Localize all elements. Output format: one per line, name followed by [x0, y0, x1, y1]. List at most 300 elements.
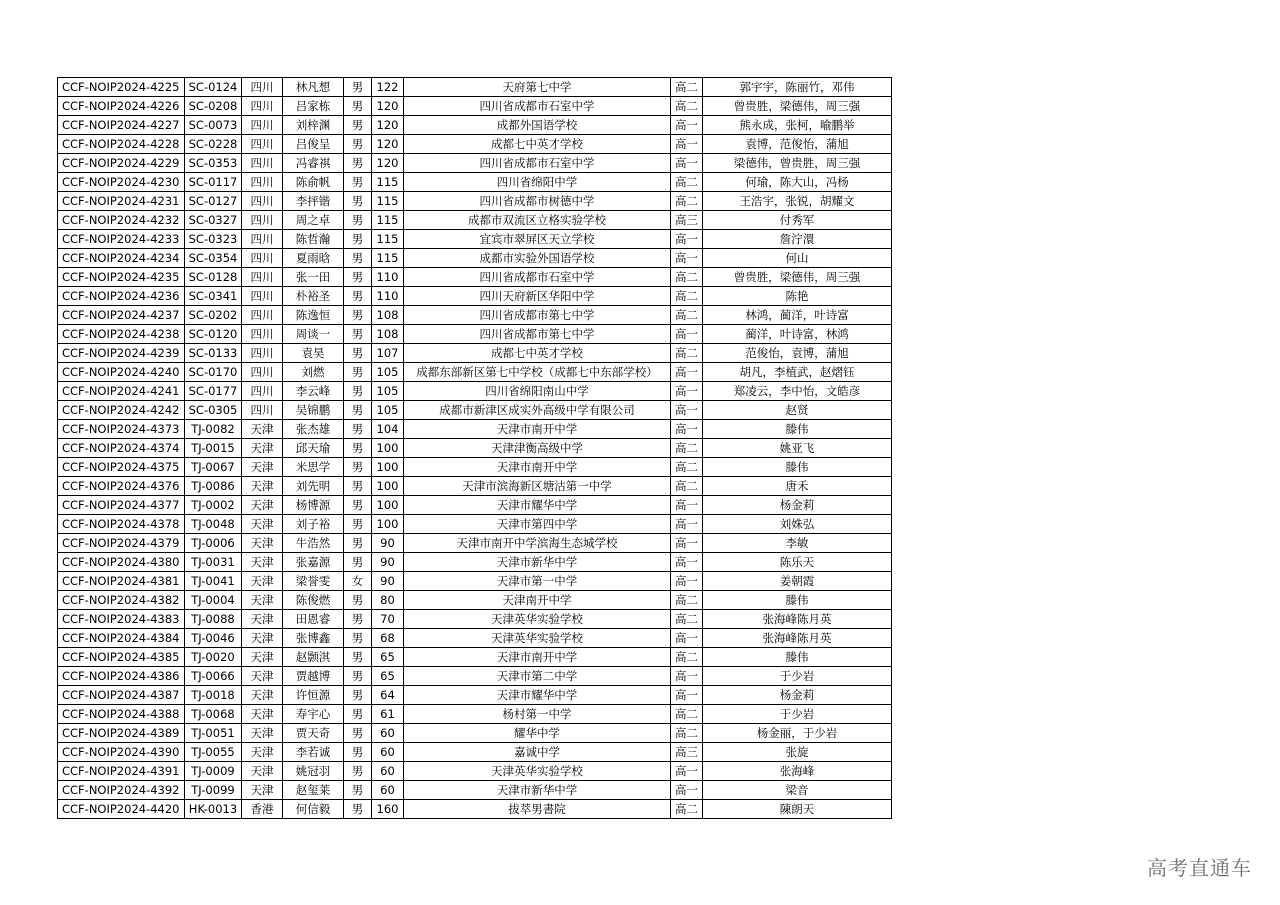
cell-school: 天津市滨海新区塘沽第一中学 [404, 477, 671, 496]
cell-name: 吕家栋 [283, 97, 344, 116]
cell-school: 成都七中英才学校 [404, 344, 671, 363]
cell-id: CCF-NOIP2024-4237 [58, 306, 185, 325]
cell-grade: 高一 [671, 629, 703, 648]
cell-province: 天津 [242, 515, 283, 534]
cell-grade: 高二 [671, 477, 703, 496]
cell-id: CCF-NOIP2024-4236 [58, 287, 185, 306]
cell-gender: 男 [344, 116, 372, 135]
cell-code: TJ-0031 [185, 553, 242, 572]
cell-school: 四川省成都市石室中学 [404, 97, 671, 116]
cell-name: 林凡想 [283, 78, 344, 97]
cell-name: 牛浩然 [283, 534, 344, 553]
cell-code: SC-0177 [185, 382, 242, 401]
cell-gender: 男 [344, 515, 372, 534]
cell-score: 70 [372, 610, 404, 629]
cell-coach: 熊永成，张柯，喻鹏举 [703, 116, 892, 135]
cell-school: 天津英华实验学校 [404, 610, 671, 629]
cell-school: 天津市新华中学 [404, 781, 671, 800]
cell-province: 四川 [242, 363, 283, 382]
cell-school: 四川省绵阳南山中学 [404, 382, 671, 401]
cell-grade: 高二 [671, 306, 703, 325]
cell-gender: 男 [344, 648, 372, 667]
cell-code: TJ-0046 [185, 629, 242, 648]
cell-province: 天津 [242, 458, 283, 477]
cell-score: 100 [372, 477, 404, 496]
cell-score: 105 [372, 363, 404, 382]
cell-grade: 高一 [671, 154, 703, 173]
table-row [58, 781, 892, 800]
cell-gender: 男 [344, 363, 372, 382]
cell-school: 天津市南开中学 [404, 420, 671, 439]
cell-score: 60 [372, 743, 404, 762]
cell-code: SC-0341 [185, 287, 242, 306]
cell-coach: 梁德伟，曾贵胜，周三强 [703, 154, 892, 173]
cell-id: CCF-NOIP2024-4374 [58, 439, 185, 458]
cell-coach: 王浩宇，张锐，胡耀文 [703, 192, 892, 211]
cell-id: CCF-NOIP2024-4235 [58, 268, 185, 287]
cell-grade: 高一 [671, 420, 703, 439]
cell-school: 天津市耀华中学 [404, 496, 671, 515]
cell-province: 天津 [242, 705, 283, 724]
cell-name: 陈逸恒 [283, 306, 344, 325]
cell-grade: 高二 [671, 192, 703, 211]
cell-name: 陈哲瀚 [283, 230, 344, 249]
cell-grade: 高一 [671, 496, 703, 515]
cell-code: TJ-0082 [185, 420, 242, 439]
cell-coach: 张海峰 [703, 762, 892, 781]
cell-school: 四川天府新区华阳中学 [404, 287, 671, 306]
cell-school: 天津南开中学 [404, 591, 671, 610]
cell-grade: 高一 [671, 686, 703, 705]
table-row [58, 591, 892, 610]
cell-score: 100 [372, 496, 404, 515]
cell-id: CCF-NOIP2024-4229 [58, 154, 185, 173]
cell-name: 米思学 [283, 458, 344, 477]
cell-id: CCF-NOIP2024-4241 [58, 382, 185, 401]
cell-code: SC-0124 [185, 78, 242, 97]
watermark-text: 高考直通车 [1147, 856, 1252, 880]
cell-grade: 高二 [671, 724, 703, 743]
cell-coach: 滕伟 [703, 458, 892, 477]
cell-province: 四川 [242, 401, 283, 420]
cell-school: 天津市南开中学 [404, 648, 671, 667]
cell-name: 田恩睿 [283, 610, 344, 629]
cell-name: 袁昊 [283, 344, 344, 363]
cell-grade: 高二 [671, 287, 703, 306]
cell-coach: 赵贤 [703, 401, 892, 420]
cell-score: 65 [372, 648, 404, 667]
cell-score: 64 [372, 686, 404, 705]
cell-id: CCF-NOIP2024-4377 [58, 496, 185, 515]
table-row [58, 477, 892, 496]
cell-id: CCF-NOIP2024-4225 [58, 78, 185, 97]
cell-province: 四川 [242, 230, 283, 249]
cell-province: 天津 [242, 591, 283, 610]
cell-province: 四川 [242, 154, 283, 173]
cell-coach: 李敏 [703, 534, 892, 553]
cell-code: TJ-0051 [185, 724, 242, 743]
cell-name: 贾天奇 [283, 724, 344, 743]
cell-province: 四川 [242, 192, 283, 211]
cell-grade: 高一 [671, 515, 703, 534]
cell-province: 天津 [242, 724, 283, 743]
cell-grade: 高二 [671, 705, 703, 724]
cell-score: 115 [372, 211, 404, 230]
table-row [58, 458, 892, 477]
table-row [58, 648, 892, 667]
cell-grade: 高一 [671, 382, 703, 401]
cell-gender: 男 [344, 344, 372, 363]
cell-province: 四川 [242, 268, 283, 287]
cell-coach: 杨金莉 [703, 686, 892, 705]
cell-code: TJ-0006 [185, 534, 242, 553]
cell-coach: 胡凡，李植武，赵熠钰 [703, 363, 892, 382]
cell-school: 四川省成都市石室中学 [404, 268, 671, 287]
table-body [58, 78, 892, 819]
cell-code: HK-0013 [185, 800, 242, 819]
table-row [58, 116, 892, 135]
cell-name: 张博鑫 [283, 629, 344, 648]
cell-grade: 高二 [671, 439, 703, 458]
cell-code: SC-0323 [185, 230, 242, 249]
cell-gender: 男 [344, 781, 372, 800]
cell-code: SC-0120 [185, 325, 242, 344]
cell-grade: 高一 [671, 116, 703, 135]
cell-score: 120 [372, 116, 404, 135]
cell-score: 110 [372, 287, 404, 306]
cell-name: 赵颢淇 [283, 648, 344, 667]
cell-gender: 女 [344, 572, 372, 591]
cell-school: 四川省绵阳中学 [404, 173, 671, 192]
cell-school: 天津市南开中学滨海生态城学校 [404, 534, 671, 553]
cell-id: CCF-NOIP2024-4234 [58, 249, 185, 268]
cell-gender: 男 [344, 534, 372, 553]
cell-name: 张杰雄 [283, 420, 344, 439]
cell-id: CCF-NOIP2024-4420 [58, 800, 185, 819]
cell-score: 60 [372, 762, 404, 781]
cell-coach: 于少岩 [703, 667, 892, 686]
cell-gender: 男 [344, 249, 372, 268]
cell-school: 天津市耀华中学 [404, 686, 671, 705]
cell-school: 天津市第一中学 [404, 572, 671, 591]
cell-gender: 男 [344, 743, 372, 762]
cell-score: 120 [372, 154, 404, 173]
cell-school: 四川省成都市树德中学 [404, 192, 671, 211]
cell-coach: 陳朗天 [703, 800, 892, 819]
cell-school: 天津市新华中学 [404, 553, 671, 572]
cell-gender: 男 [344, 135, 372, 154]
cell-id: CCF-NOIP2024-4233 [58, 230, 185, 249]
cell-province: 天津 [242, 629, 283, 648]
cell-province: 四川 [242, 173, 283, 192]
cell-school: 成都东部新区第七中学校（成都七中东部学校） [404, 363, 671, 382]
cell-grade: 高二 [671, 78, 703, 97]
cell-code: SC-0354 [185, 249, 242, 268]
cell-school: 杨村第一中学 [404, 705, 671, 724]
cell-id: CCF-NOIP2024-4242 [58, 401, 185, 420]
cell-score: 105 [372, 382, 404, 401]
cell-id: CCF-NOIP2024-4231 [58, 192, 185, 211]
cell-province: 天津 [242, 762, 283, 781]
cell-coach: 唐禾 [703, 477, 892, 496]
cell-id: CCF-NOIP2024-4392 [58, 781, 185, 800]
cell-id: CCF-NOIP2024-4383 [58, 610, 185, 629]
cell-province: 四川 [242, 325, 283, 344]
cell-id: CCF-NOIP2024-4238 [58, 325, 185, 344]
table-row [58, 173, 892, 192]
results-table [57, 77, 892, 819]
cell-grade: 高二 [671, 610, 703, 629]
cell-score: 108 [372, 306, 404, 325]
cell-grade: 高二 [671, 97, 703, 116]
table-row [58, 800, 892, 819]
cell-coach: 张海峰陈月英 [703, 629, 892, 648]
cell-province: 天津 [242, 781, 283, 800]
cell-school: 拔萃男書院 [404, 800, 671, 819]
cell-code: SC-0128 [185, 268, 242, 287]
table-row [58, 553, 892, 572]
cell-gender: 男 [344, 629, 372, 648]
cell-id: CCF-NOIP2024-4375 [58, 458, 185, 477]
cell-name: 张一田 [283, 268, 344, 287]
cell-coach: 何山 [703, 249, 892, 268]
cell-id: CCF-NOIP2024-4228 [58, 135, 185, 154]
cell-id: CCF-NOIP2024-4226 [58, 97, 185, 116]
cell-gender: 男 [344, 610, 372, 629]
cell-id: CCF-NOIP2024-4376 [58, 477, 185, 496]
cell-coach: 范俊怡，袁博，蒲旭 [703, 344, 892, 363]
table-row [58, 192, 892, 211]
cell-score: 120 [372, 135, 404, 154]
cell-code: TJ-0018 [185, 686, 242, 705]
cell-school: 天津市南开中学 [404, 458, 671, 477]
cell-province: 天津 [242, 667, 283, 686]
cell-name: 周谈一 [283, 325, 344, 344]
cell-gender: 男 [344, 591, 372, 610]
cell-coach: 刘姝弘 [703, 515, 892, 534]
table-row [58, 610, 892, 629]
cell-id: CCF-NOIP2024-4230 [58, 173, 185, 192]
cell-province: 天津 [242, 439, 283, 458]
cell-school: 天津津衡高级中学 [404, 439, 671, 458]
cell-id: CCF-NOIP2024-4379 [58, 534, 185, 553]
cell-gender: 男 [344, 800, 372, 819]
cell-id: CCF-NOIP2024-4391 [58, 762, 185, 781]
cell-gender: 男 [344, 667, 372, 686]
table-row [58, 325, 892, 344]
cell-province: 四川 [242, 249, 283, 268]
cell-gender: 男 [344, 724, 372, 743]
cell-school: 天府第七中学 [404, 78, 671, 97]
table-row [58, 439, 892, 458]
cell-grade: 高一 [671, 363, 703, 382]
cell-code: SC-0208 [185, 97, 242, 116]
cell-province: 四川 [242, 97, 283, 116]
cell-province: 四川 [242, 344, 283, 363]
cell-school: 宜宾市翠屏区天立学校 [404, 230, 671, 249]
cell-coach: 张旋 [703, 743, 892, 762]
cell-grade: 高二 [671, 344, 703, 363]
cell-grade: 高三 [671, 211, 703, 230]
cell-grade: 高二 [671, 648, 703, 667]
cell-name: 何信毅 [283, 800, 344, 819]
cell-name: 杨博源 [283, 496, 344, 515]
table-row [58, 496, 892, 515]
cell-name: 朴裕圣 [283, 287, 344, 306]
cell-grade: 高二 [671, 800, 703, 819]
cell-id: CCF-NOIP2024-4373 [58, 420, 185, 439]
cell-coach: 郑凌云，李中怡，文皓彦 [703, 382, 892, 401]
cell-score: 115 [372, 230, 404, 249]
cell-gender: 男 [344, 458, 372, 477]
cell-gender: 男 [344, 78, 372, 97]
cell-name: 李抨锴 [283, 192, 344, 211]
cell-code: TJ-0041 [185, 572, 242, 591]
cell-grade: 高三 [671, 743, 703, 762]
cell-gender: 男 [344, 173, 372, 192]
cell-id: CCF-NOIP2024-4385 [58, 648, 185, 667]
cell-score: 90 [372, 534, 404, 553]
cell-school: 嘉诚中学 [404, 743, 671, 762]
table-row [58, 306, 892, 325]
cell-province: 天津 [242, 534, 283, 553]
cell-code: SC-0202 [185, 306, 242, 325]
cell-score: 160 [372, 800, 404, 819]
cell-score: 65 [372, 667, 404, 686]
cell-code: SC-0073 [185, 116, 242, 135]
cell-coach: 曾贵胜，梁德伟，周三强 [703, 97, 892, 116]
table-row [58, 667, 892, 686]
cell-province: 四川 [242, 382, 283, 401]
cell-gender: 男 [344, 211, 372, 230]
cell-name: 李若诚 [283, 743, 344, 762]
cell-grade: 高一 [671, 325, 703, 344]
cell-grade: 高二 [671, 591, 703, 610]
cell-coach: 蔺洋，叶诗富，林鸿 [703, 325, 892, 344]
cell-score: 115 [372, 192, 404, 211]
cell-province: 四川 [242, 135, 283, 154]
cell-name: 许恒源 [283, 686, 344, 705]
cell-score: 107 [372, 344, 404, 363]
cell-code: TJ-0020 [185, 648, 242, 667]
cell-score: 105 [372, 401, 404, 420]
cell-score: 104 [372, 420, 404, 439]
cell-coach: 曾贵胜，梁德伟，周三强 [703, 268, 892, 287]
cell-name: 贾越博 [283, 667, 344, 686]
cell-province: 天津 [242, 572, 283, 591]
cell-gender: 男 [344, 705, 372, 724]
cell-code: SC-0127 [185, 192, 242, 211]
cell-grade: 高一 [671, 135, 703, 154]
cell-school: 成都七中英才学校 [404, 135, 671, 154]
cell-score: 60 [372, 724, 404, 743]
cell-score: 80 [372, 591, 404, 610]
cell-gender: 男 [344, 287, 372, 306]
cell-name: 吕俊呈 [283, 135, 344, 154]
cell-code: TJ-0009 [185, 762, 242, 781]
cell-gender: 男 [344, 230, 372, 249]
cell-id: CCF-NOIP2024-4381 [58, 572, 185, 591]
cell-gender: 男 [344, 192, 372, 211]
cell-province: 四川 [242, 116, 283, 135]
cell-province: 四川 [242, 306, 283, 325]
cell-code: SC-0133 [185, 344, 242, 363]
table-row [58, 420, 892, 439]
cell-score: 61 [372, 705, 404, 724]
cell-id: CCF-NOIP2024-4384 [58, 629, 185, 648]
cell-school: 天津市第四中学 [404, 515, 671, 534]
cell-grade: 高一 [671, 230, 703, 249]
cell-gender: 男 [344, 401, 372, 420]
cell-school: 成都市双流区立格实验学校 [404, 211, 671, 230]
table-row [58, 686, 892, 705]
cell-gender: 男 [344, 686, 372, 705]
table-row [58, 363, 892, 382]
cell-score: 90 [372, 572, 404, 591]
cell-id: CCF-NOIP2024-4240 [58, 363, 185, 382]
cell-score: 120 [372, 97, 404, 116]
cell-name: 梁誉雯 [283, 572, 344, 591]
cell-gender: 男 [344, 477, 372, 496]
cell-province: 四川 [242, 78, 283, 97]
cell-name: 李云峰 [283, 382, 344, 401]
cell-code: SC-0305 [185, 401, 242, 420]
cell-coach: 杨金丽，于少岩 [703, 724, 892, 743]
cell-school: 天津英华实验学校 [404, 629, 671, 648]
cell-school: 四川省成都市第七中学 [404, 325, 671, 344]
cell-name: 冯睿祺 [283, 154, 344, 173]
cell-code: TJ-0048 [185, 515, 242, 534]
cell-coach: 于少岩 [703, 705, 892, 724]
cell-name: 刘子裕 [283, 515, 344, 534]
cell-score: 115 [372, 249, 404, 268]
table-row [58, 629, 892, 648]
cell-province: 四川 [242, 287, 283, 306]
cell-score: 100 [372, 515, 404, 534]
cell-grade: 高二 [671, 268, 703, 287]
cell-gender: 男 [344, 496, 372, 515]
table-row [58, 268, 892, 287]
cell-school: 成都外国语学校 [404, 116, 671, 135]
cell-coach: 张海峰陈月英 [703, 610, 892, 629]
cell-name: 邱天瑜 [283, 439, 344, 458]
table-row [58, 249, 892, 268]
cell-grade: 高一 [671, 401, 703, 420]
cell-coach: 何瑜，陈大山，冯杨 [703, 173, 892, 192]
cell-grade: 高一 [671, 534, 703, 553]
cell-province: 天津 [242, 420, 283, 439]
table-row [58, 97, 892, 116]
table-row [58, 743, 892, 762]
cell-id: CCF-NOIP2024-4386 [58, 667, 185, 686]
cell-score: 90 [372, 553, 404, 572]
cell-gender: 男 [344, 306, 372, 325]
cell-name: 赵玺莱 [283, 781, 344, 800]
cell-gender: 男 [344, 97, 372, 116]
cell-gender: 男 [344, 553, 372, 572]
cell-province: 天津 [242, 686, 283, 705]
cell-school: 成都市实验外国语学校 [404, 249, 671, 268]
cell-grade: 高一 [671, 553, 703, 572]
cell-code: TJ-0088 [185, 610, 242, 629]
cell-code: TJ-0055 [185, 743, 242, 762]
cell-code: TJ-0099 [185, 781, 242, 800]
cell-code: TJ-0068 [185, 705, 242, 724]
cell-score: 108 [372, 325, 404, 344]
cell-name: 夏雨晗 [283, 249, 344, 268]
cell-grade: 高一 [671, 762, 703, 781]
cell-coach: 杨金莉 [703, 496, 892, 515]
